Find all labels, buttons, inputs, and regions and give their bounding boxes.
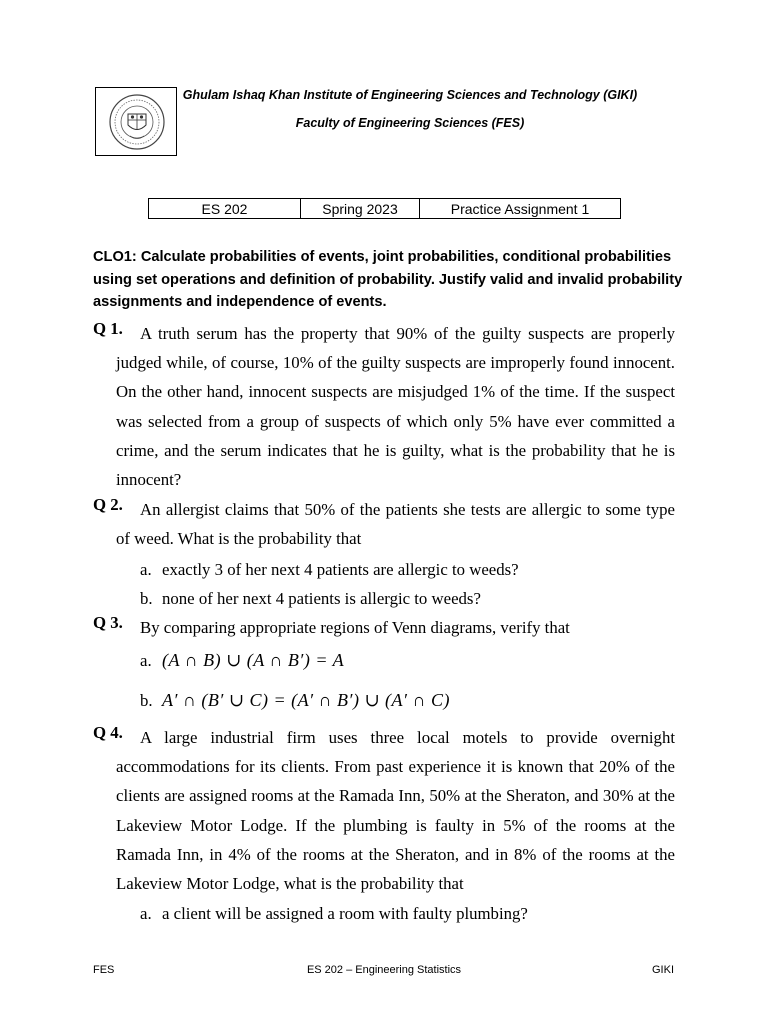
part-label: b.: [140, 589, 153, 608]
question-2-part-a: [140, 555, 519, 584]
question-number: Q 2.: [93, 495, 123, 514]
question-text: By comparing appropriate regions of Venn diagrams, verify that: [140, 618, 570, 637]
term: Spring 2023: [301, 199, 420, 219]
question-3: [93, 613, 675, 642]
question-number: Q 3.: [93, 613, 123, 632]
seal-icon: [108, 92, 166, 152]
question-number: Q 1.: [93, 319, 123, 338]
question-1: [93, 319, 675, 494]
course-info-table: [148, 198, 621, 219]
question-2-part-b: [140, 584, 481, 613]
part-label: a.: [140, 651, 152, 670]
institute-logo: [95, 87, 177, 156]
question-3-part-a: [140, 650, 344, 671]
assignment-title: Practice Assignment 1: [420, 199, 621, 219]
question-text: A truth serum has the property that 90% of the guilty suspects are properly judged while, of course, 10% of the guilty suspects are improperly found innocent. On the other hand, innocent suspects are misjudged 1% of the time. If the suspect was selected from a group of suspects of which only 5% have ever committed a crime, and the serum indicates that he is guilty, what is the probability that he is innocent?: [116, 324, 675, 490]
part-text: a client will be assigned a room with faulty plumbing?: [162, 904, 528, 923]
part-label: a.: [140, 560, 152, 579]
question-number: Q 4.: [93, 723, 123, 742]
question-4-part-a: [140, 899, 528, 928]
question-3-part-b: [140, 690, 450, 711]
course-code: ES 202: [149, 199, 301, 219]
question-text: A large industrial firm uses three local motels to provide overnight accommodations for its clients. From past experience it is known that 20% of the clients are assigned rooms at the Ramada Inn, 50% at the Sheraton, and 30% at the Lakeview Motor Lodge. If the plumbing is faulty in 5% of the rooms at the Ramada Inn, in 4% of the rooms at the Sheraton, and in 8% of the rooms at the Lakeview Motor Lodge, what is the probability that: [116, 728, 675, 894]
part-text: none of her next 4 patients is allergic to weeds?: [162, 589, 481, 608]
question-text: An allergist claims that 50% of the patients she tests are allergic to some type of weed. What is the probability that: [116, 500, 675, 549]
part-text: exactly 3 of her next 4 patients are allergic to weeds?: [162, 560, 519, 579]
part-label: a.: [140, 904, 152, 923]
question-4: [93, 723, 675, 898]
question-2: [93, 495, 675, 553]
set-expression: A′ ∩ (B′ ∪ C) = (A′ ∩ B′) ∪ (A′ ∩ C): [162, 690, 450, 710]
footer-left: FES: [93, 964, 115, 976]
faculty-name: Faculty of Engineering Sciences (FES): [295, 116, 525, 130]
part-label: b.: [140, 691, 153, 710]
footer-right: GIKI: [652, 964, 675, 976]
clo-statement: CLO1: Calculate probabilities of events, joint probabilities, conditional probabilities using set operations and definition of probability. Justify valid and invalid probability assignments and independence of events.: [93, 249, 683, 310]
footer-center: ES 202 – Engineering Statistics: [306, 964, 462, 976]
set-expression: (A ∩ B) ∪ (A ∩ B′) = A: [162, 650, 345, 670]
institute-name: Ghulam Ishaq Khan Institute of Engineering Sciences and Technology (GIKI): [182, 88, 638, 102]
